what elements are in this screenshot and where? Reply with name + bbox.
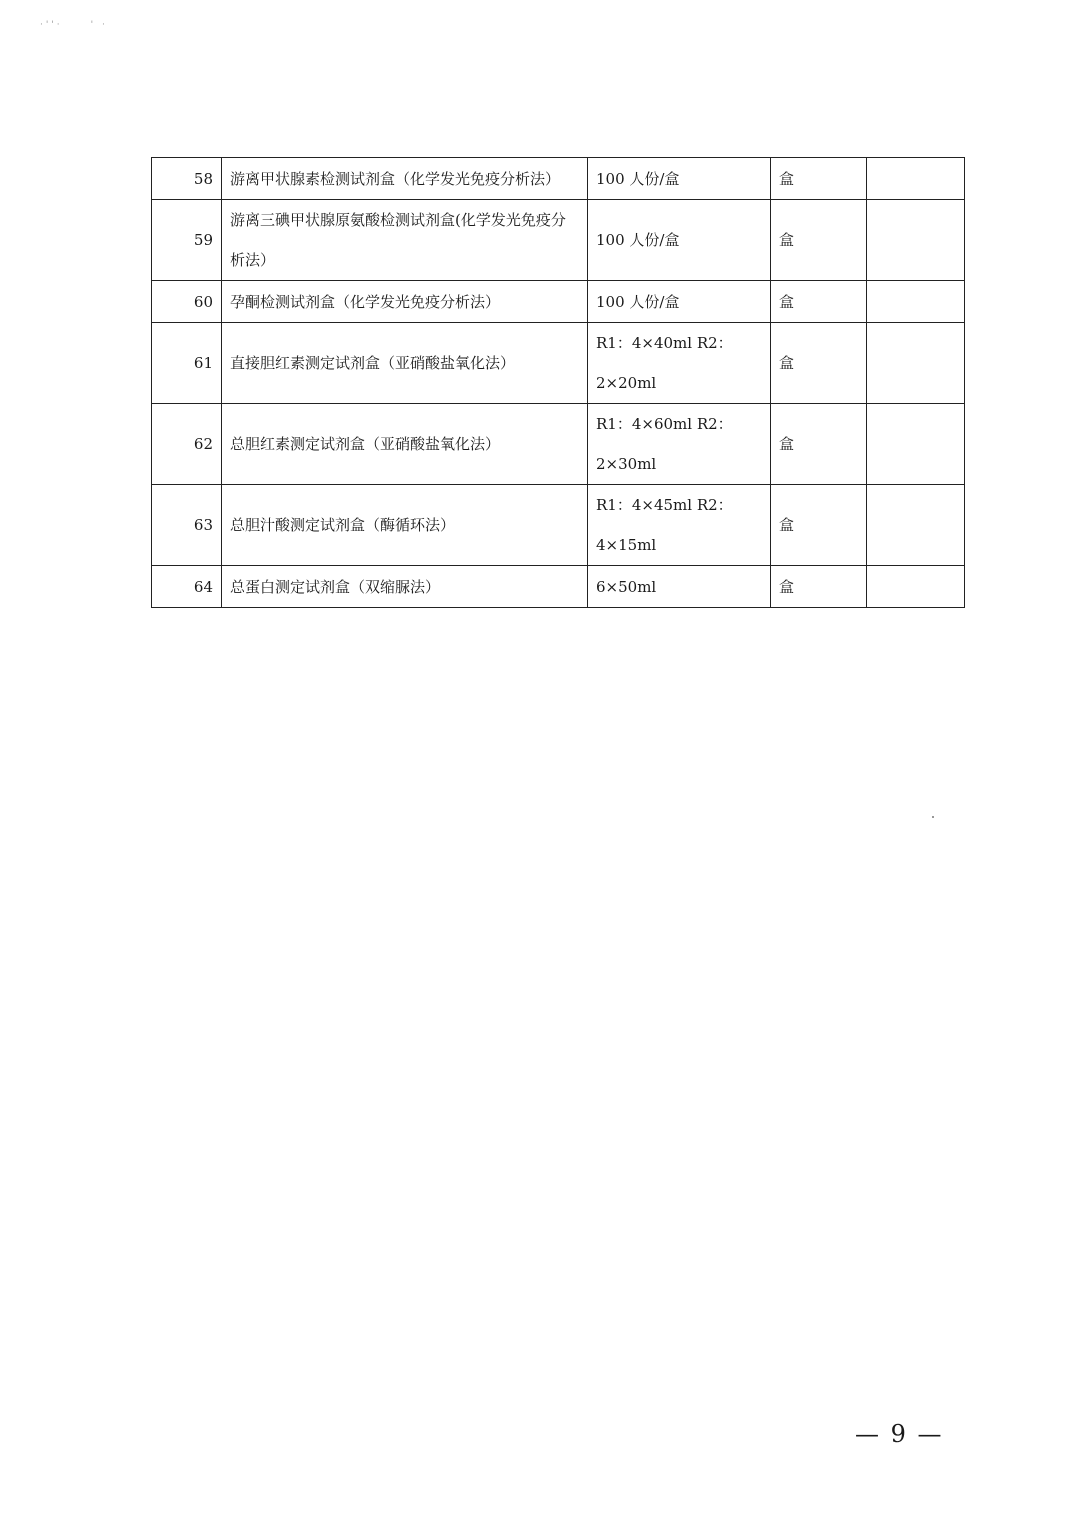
product-spec: R1：4×60ml R2：2×30ml [588, 404, 771, 485]
table-row [152, 404, 965, 485]
product-name: 游离三碘甲状腺原氨酸检测试剂盒(化学发光免疫分析法） [222, 200, 588, 281]
reagent-table [151, 157, 965, 608]
table-row [152, 485, 965, 566]
empty-cell [867, 485, 965, 566]
empty-cell [867, 281, 965, 323]
empty-cell [867, 404, 965, 485]
product-unit: 盒 [771, 158, 867, 200]
product-name: 孕酮检测试剂盒（化学发光免疫分析法） [222, 281, 588, 323]
product-spec: 100 人份/盒 [588, 158, 771, 200]
scan-speck [932, 816, 934, 818]
product-spec: R1：4×45ml R2：4×15ml [588, 485, 771, 566]
row-number: 60 [152, 281, 222, 323]
row-number: 62 [152, 404, 222, 485]
empty-cell [867, 566, 965, 608]
table-row [152, 281, 965, 323]
product-unit: 盒 [771, 281, 867, 323]
product-name: 游离甲状腺素检测试剂盒（化学发光免疫分析法） [222, 158, 588, 200]
row-number: 59 [152, 200, 222, 281]
scan-marks: ·''· ' · [40, 20, 108, 30]
empty-cell [867, 158, 965, 200]
table-row [152, 158, 965, 200]
product-name: 总胆汁酸测定试剂盒（酶循环法） [222, 485, 588, 566]
empty-cell [867, 200, 965, 281]
product-unit: 盒 [771, 200, 867, 281]
table-row [152, 323, 965, 404]
product-spec: R1：4×40ml R2：2×20ml [588, 323, 771, 404]
product-unit: 盒 [771, 323, 867, 404]
product-unit: 盒 [771, 404, 867, 485]
row-number: 63 [152, 485, 222, 566]
row-number: 58 [152, 158, 222, 200]
product-spec: 100 人份/盒 [588, 281, 771, 323]
table-row [152, 566, 965, 608]
product-spec: 6×50ml [588, 566, 771, 608]
product-unit: 盒 [771, 485, 867, 566]
empty-cell [867, 323, 965, 404]
page-number: — 9 — [855, 1420, 944, 1448]
row-number: 64 [152, 566, 222, 608]
product-name: 总胆红素测定试剂盒（亚硝酸盐氧化法） [222, 404, 588, 485]
product-name: 总蛋白测定试剂盒（双缩脲法） [222, 566, 588, 608]
row-number: 61 [152, 323, 222, 404]
product-spec: 100 人份/盒 [588, 200, 771, 281]
product-name: 直接胆红素测定试剂盒（亚硝酸盐氧化法） [222, 323, 588, 404]
product-unit: 盒 [771, 566, 867, 608]
table-row [152, 200, 965, 281]
